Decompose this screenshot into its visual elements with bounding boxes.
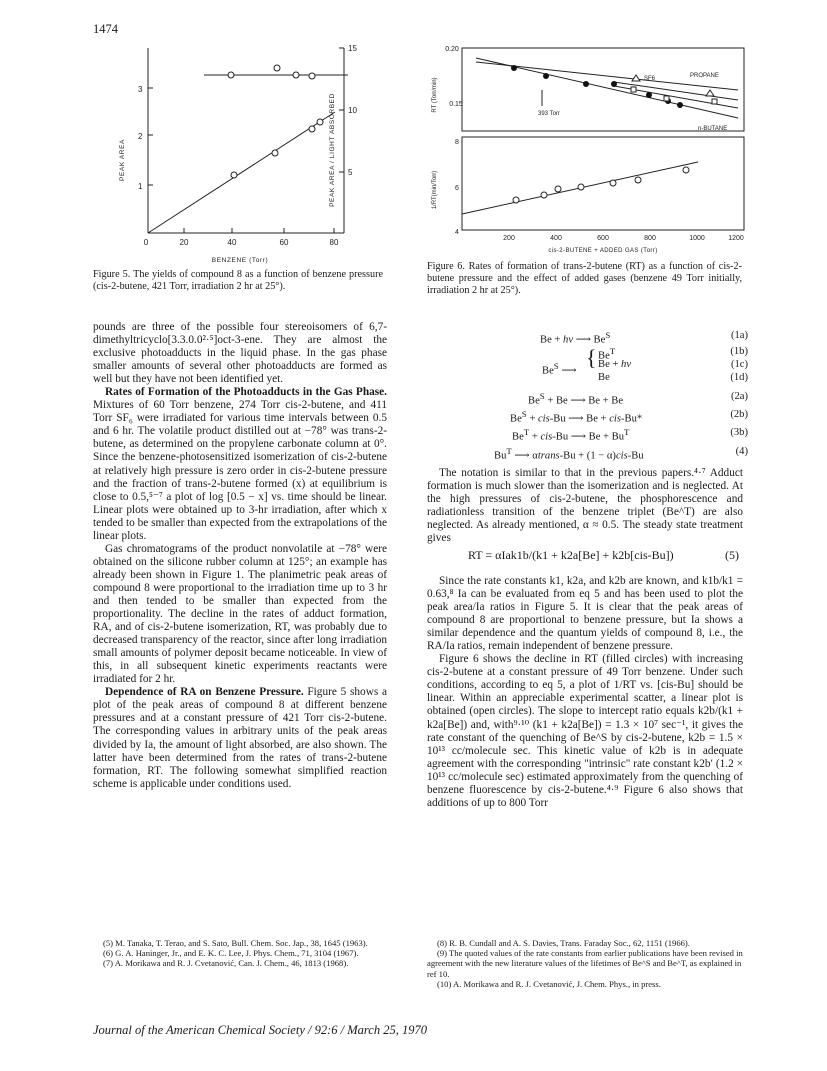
figure-6-plot: [418, 40, 753, 255]
scheme-num: (2b): [730, 409, 748, 420]
fig6-top-ytick: 0.15: [449, 101, 463, 108]
fig6-bottom-ylabel: 1/RT(min/Torr): [432, 170, 438, 210]
fig5-ytick-right: 15: [348, 44, 357, 53]
fig6-xtick: 1200: [728, 235, 744, 242]
scheme-brace: {: [586, 345, 597, 370]
section-heading: Dependence of RA on Benzene Pressure.: [105, 686, 304, 699]
paragraph: Rates of Formation of the Photoadducts in the Gas Phase. Mixtures of 60 Torr benzene, 274 Torr cis-2-butene, and 411 Torr SF₆ were irradiated for various time intervals between 0.5 and 6 hr. The volatile product distilled out at −78° was trans-2-butene, as determined on the propylene carbonate column at 0°. Since the benzene-photosensitized isomerization of cis-2-butene at relatively high pressure is zero order in cis-2-butene pressure and the fraction of trans-2-butene formed (x) at equilibrium is close to 0.5,⁵⁻⁷ a plot of log [0.5 − x] vs. time should be linear. Linear plots were obtained up to 3-hr irradiation, after which x tended to be smaller than expected from the extrapolations of the linear plots.: [93, 386, 387, 542]
fig6-bottom-ytick: 4: [455, 229, 459, 236]
scheme-eq: Be: [598, 372, 610, 383]
fig5-xtick: 20: [179, 238, 189, 247]
scheme-num: (4): [735, 446, 748, 457]
scheme-eq: $Be^T + cis-Bu$ ⟶ $Be + Bu^T$: [512, 427, 630, 443]
references-left: [93, 938, 387, 969]
figure-5-plot: [100, 40, 390, 275]
fig5-xlabel: BENZENE (Torr): [211, 257, 269, 264]
scheme-eq: Be + hν: [598, 359, 632, 370]
paragraph: Gas chromatograms of the product nonvolatile at −78° were obtained on the silicone rubber column at 125°; an example has already been shown in Figure 1. The planimetric peak areas of compound 8 were proportional to the irradiation time up to 3 hr and then tended to be smaller than expected from the proportionality. The decline in the rates of adduct formation, RA, and of cis-2-butene isomerization, RT, was probably due to decreased transparency of the reactor, since after long irradiation small amounts of polymer deposit became noticeable. In view of this, in all subsequent kinetic experiments reactants were irradiated for 2 hr.: [93, 542, 387, 686]
fig5-ylabel-left: PEAK AREA: [119, 139, 126, 181]
fig5-ytick-left: 1: [138, 182, 143, 191]
paragraph: Dependence of RA on Benzene Pressure. Figure 5 shows a plot of the peak areas of compound 8 at different benzene pressures and at a constant pressure of 421 Torr cis-2-butene. The corresponding values in arbitrary units of the peak areas divided by Ia, the amount of light absorbed, are also shown. The latter have been determined from the rates of trans-2-butene formation, RT. The following somewhat simplified reaction scheme is applicable under conditions used.: [93, 686, 387, 790]
fig5-ytick-left: 3: [138, 85, 143, 94]
fig6-bottom-ytick: 6: [455, 185, 459, 192]
reference-item: (6) G. A. Haninger, Jr., and E. K. C. Lee, J. Phys. Chem., 71, 3104 (1967).: [103, 948, 359, 959]
fig6-bottom-ytick: 8: [455, 139, 459, 146]
scheme-num: (2a): [730, 391, 748, 402]
paragraph: Figure 6 shows the decline in RT (filled circles) with increasing cis-2-butene at a constant pressure of 49 Torr benzene. Under such conditions, according to eq 5, a plot of 1/RT vs. [cis-Bu] should be linear. Within an appreciable experimental scatter, a linear plot is obtained (open circles). The slope to intercept ratio equals k2b/(k1 + k2a[Be]) and, with⁹·¹⁰ (k1 + k2a[Be]) = 1.3 × 10⁷ sec⁻¹, it gives the rate constant of the quenching of Be^S by cis-2-butene, k2b = 1.5 × 10¹³ cc/molecule sec. This kinetic value of k2b is in adequate agreement with the corresponding "intrinsic" rate constant k2b′ (1.2 × 10¹³ cc/molecule sec) estimated approximately from the quenching of benzene fluorescence by cis-2-butene.⁴·⁹ Figure 6 also shows that additions of up to 800 Torr: [427, 653, 743, 809]
reaction-scheme: [430, 325, 748, 475]
fig5-ytick-right: 10: [348, 106, 357, 115]
fig6-label-propane: PROPANE: [690, 73, 719, 79]
fig5-ytick-left: 2: [138, 132, 143, 141]
figure-5-caption: Figure 5. The yields of compound 8 as a function of benzene pressure (cis-2-butene, 421 Torr, irradiation 2 hr at 25°).: [93, 269, 383, 292]
scheme-eq: $Be^S$ ⟶: [542, 361, 577, 377]
references-right: [427, 938, 743, 989]
fig6-xtick: 600: [597, 235, 609, 242]
scheme-eq: $Be^S + Be$ ⟶ Be + Be: [528, 391, 624, 407]
right-column-bottom: [427, 575, 743, 810]
scheme-num: (1b): [730, 346, 748, 357]
rate-equation: RT = αIak1b/(k1 + k2a[Be] + k2b[cis-Bu]): [468, 548, 674, 562]
scheme-eq: $Bu^T$ ⟶ αtrans-Bu + (1 − α)cis-Bu: [494, 446, 644, 462]
journal-footer: Journal of the American Chemical Society / 92:6 / March 25, 1970: [93, 1023, 427, 1037]
reference-item: (5) M. Tanaka, T. Terao, and S. Sato, Bull. Chem. Soc. Jap., 38, 1645 (1963).: [103, 938, 368, 948]
page-number: 1474: [93, 22, 118, 36]
reference-item: (7) A. Morikawa and R. J. Cvetanović, Can. J. Chem., 46, 1813 (1968).: [103, 958, 349, 969]
scheme-num: (1d): [730, 372, 748, 383]
paragraph: pounds are three of the possible four stereoisomers of 6,7-dimethyltricyclo[3.3.0.0²·⁵]oct-3-ene. They are almost the exclusive photoadducts in the liquid phase. In the gas phase smaller amounts of several other photoadducts are formed as well but they have not been identified yet.: [93, 321, 387, 386]
fig6-xtick: 200: [503, 235, 515, 242]
scheme-eq: Be + hν ⟶ $Be^S$: [540, 330, 611, 346]
fig6-top-ytick: 0.20: [445, 46, 459, 53]
fig6-label-nbutane: n-BUTANE: [698, 126, 728, 132]
figure-6-caption: Figure 6. Rates of formation of trans-2-butene (RT) as a function of cis-2-butene pressure and the effect of added gases (benzene 49 Torr initially, irradiation 2 hr at 25°).: [427, 261, 742, 296]
reference-item: (9) The quoted values of the rate constants from earlier publications have been revised in agreement with the new literature values of the lifetimes of Be^S and Be^T, as explained in ref 10.: [427, 948, 743, 979]
reference-item: (10) A. Morikawa and R. J. Cvetanović, J. Chem. Phys., in press.: [437, 978, 661, 989]
fig5-xtick: 60: [279, 238, 289, 247]
right-column-top: [427, 467, 743, 545]
rate-equation-number: (5): [725, 548, 739, 562]
scheme-eq: $Be^T$: [598, 346, 616, 362]
left-column: [93, 321, 387, 791]
paragraph: Since the rate constants k1, k2a, and k2b are known, and k1b/k1 = 0.63,⁸ Ia can be evaluated from eq 5 and has been used to plot the peak area/Ia ratios in Figure 5. It is clear that the peak areas of compound 8 are proportional to benzene pressure, but Ia shows a similar dependence and the quantum yields of compound 8, i.e., the RA/Ia ratios, remain independent of benzene pressure.: [427, 575, 743, 653]
section-heading: Rates of Formation of the Photoadducts in the Gas Phase.: [105, 386, 387, 399]
fig6-label-sf6: SF6: [644, 76, 656, 82]
fig6-xtick: 800: [644, 235, 656, 242]
fig6-xtick: 400: [550, 235, 562, 242]
fig5-xtick: 40: [227, 238, 237, 247]
scheme-num: (1c): [730, 359, 748, 370]
fig5-xtick: 0: [143, 238, 149, 247]
scheme-eq: $Be^S + cis-Bu$ ⟶ Be + cis-Bu*: [510, 409, 643, 425]
fig5-ytick-right: 5: [348, 168, 353, 177]
fig6-xtick: 1000: [689, 235, 705, 242]
fig6-xlabel: cis-2-BUTENE + ADDED GAS (Torr): [548, 248, 658, 254]
fig5-xtick: 80: [329, 238, 339, 247]
fig6-label-393: 393 Torr: [538, 111, 560, 117]
scheme-num: (3b): [730, 427, 748, 438]
scheme-num: (1a): [730, 330, 748, 341]
paragraph: The notation is similar to that in the previous papers.⁴·⁷ Adduct formation is much slower than the isomerization and is neglected. At the high pressures of cis-2-butene, the phosphorescence and radiationless transition of the benzene triplet (Be^T) are also neglected. As already mentioned, α ≈ 0.5. The steady state treatment gives: [427, 467, 743, 545]
fig5-ylabel-right: PEAK AREA / LIGHT ABSORBED: [329, 93, 336, 207]
fig6-top-ylabel: RT (Torr/min): [432, 77, 438, 113]
reference-item: (8) R. B. Cundall and A. S. Davies, Trans. Faraday Soc., 62, 1151 (1966).: [437, 938, 690, 948]
